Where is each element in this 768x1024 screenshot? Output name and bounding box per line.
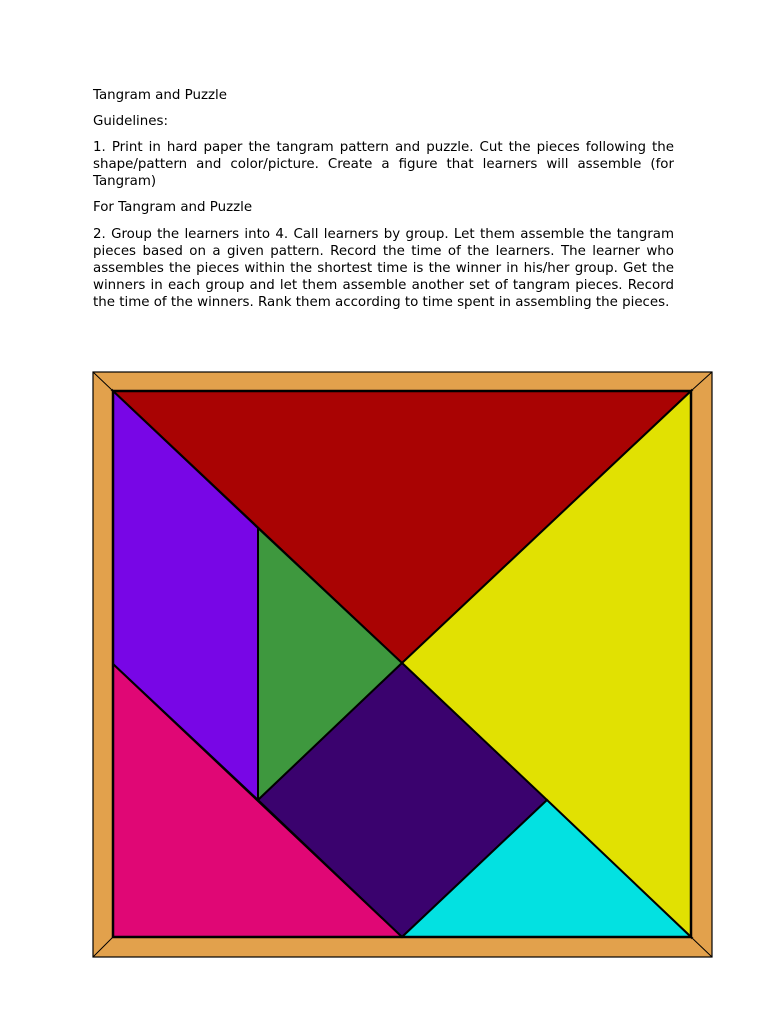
guidelines-heading: Guidelines: <box>93 114 168 129</box>
document-title: Tangram and Puzzle <box>93 88 227 103</box>
tangram-puzzle-figure <box>92 371 713 958</box>
step-2-paragraph: 2. Group the learners into 4. Call learners by group. Let them assemble the tangram pieces based on a given pattern. Record the time of the learners. The learner who assembles the pieces within the shortest time is the winner in his/her group. Get the winners in each group and let them assemble another set of tangram pieces. Record the time of the winners. Rank them according to time spent in assembling the pieces. <box>93 227 674 310</box>
subheading: For Tangram and Puzzle <box>93 200 253 215</box>
step-1-paragraph: 1. Print in hard paper the tangram pattern and puzzle. Cut the pieces following the shape/pattern and color/picture. Create a figure that learners will assemble (for Tangram) <box>93 140 674 189</box>
